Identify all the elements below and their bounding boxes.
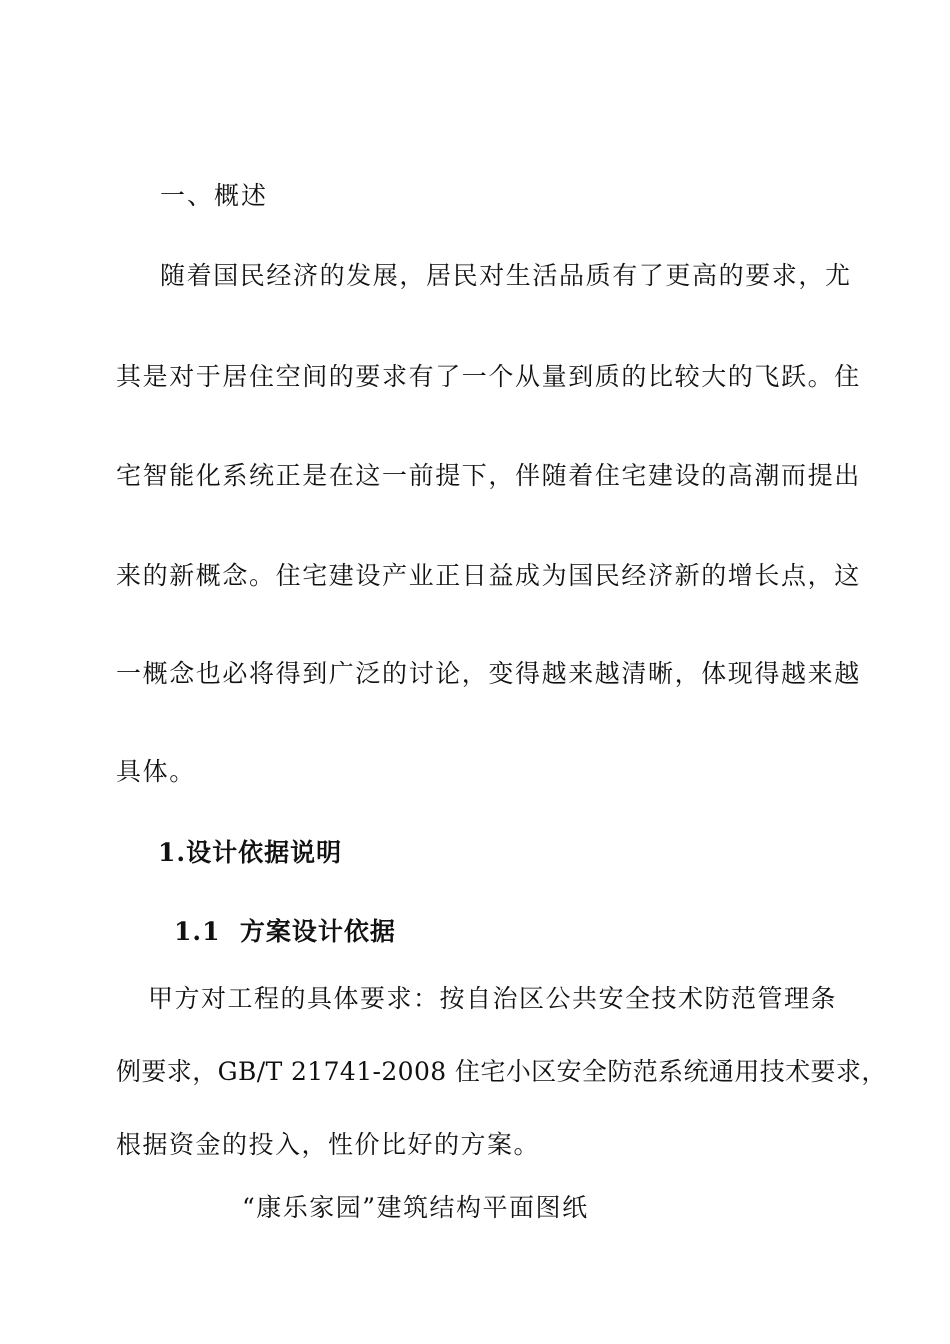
- subheading-design-basis: 1.设计依据说明: [158, 838, 343, 867]
- basis-paragraph-line: 例要求，GB/T 21741-2008 住宅小区安全防范系统通用技术要求，: [116, 1057, 887, 1086]
- overview-paragraph-line: 宅智能化系统正是在这一前提下，伴随着住宅建设的高潮而提出: [116, 461, 861, 490]
- overview-paragraph-line: 其是对于居住空间的要求有了一个从量到质的比较大的飞跃。住: [116, 362, 861, 391]
- subheading-scheme-basis: 1.1 方案设计依据: [174, 917, 396, 946]
- overview-paragraph-line: 随着国民经济的发展，居民对生活品质有了更高的要求，尤: [160, 261, 852, 290]
- overview-paragraph-line: 来的新概念。住宅建设产业正日益成为国民经济新的增长点，这: [116, 561, 861, 590]
- basis-paragraph-line: 甲方对工程的具体要求：按自治区公共安全技术防范管理条: [148, 984, 838, 1013]
- section-heading: 一、概述: [160, 181, 269, 210]
- overview-paragraph-line: 一概念也必将得到广泛的讨论，变得越来越清晰，体现得越来越: [116, 659, 861, 688]
- overview-paragraph-line: 具体。: [116, 757, 196, 786]
- basis-paragraph-line: 根据资金的投入，性价比好的方案。: [116, 1130, 541, 1159]
- drawing-caption: “康乐家园”建筑结构平面图纸: [242, 1193, 589, 1222]
